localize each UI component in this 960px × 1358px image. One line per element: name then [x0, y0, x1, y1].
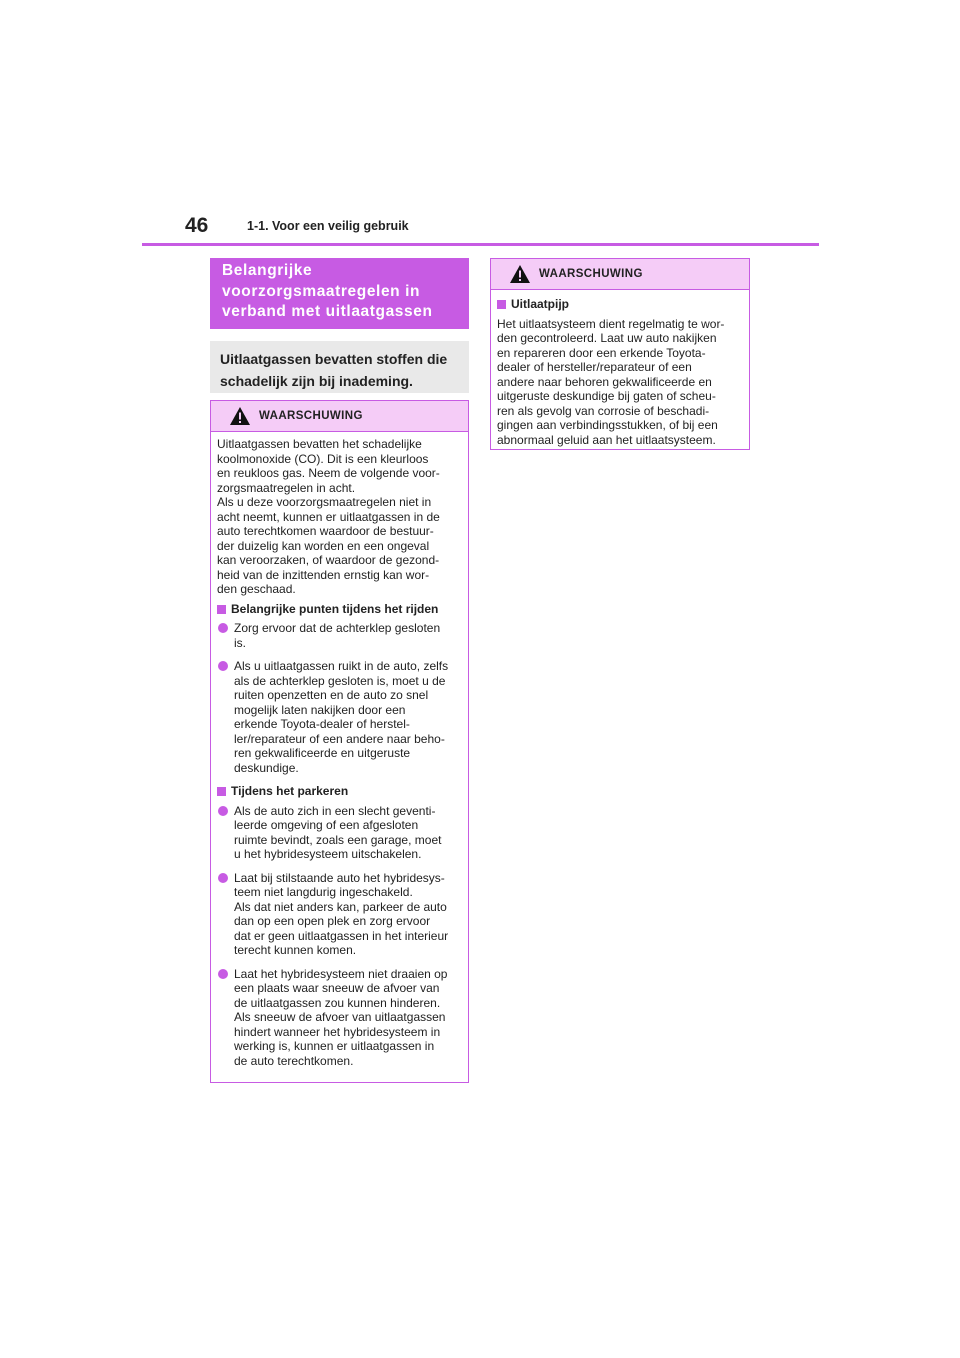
square-bullet-icon: [217, 787, 226, 796]
text-line: en repareren door een erkende Toyota-: [497, 345, 706, 360]
text-line: acht neemt, kunnen er uitlaatgassen in de: [217, 509, 440, 524]
intro-line: schadelijk zijn bij inademing.: [220, 373, 413, 389]
text-line: ler/reparateur of een andere naar beho-: [234, 731, 445, 746]
section-title: 1-1. Voor een veilig gebruik: [247, 219, 409, 233]
warning-label: WAARSCHUWING: [539, 268, 643, 280]
bullet-text: [234, 804, 462, 862]
text-line: deskundige.: [234, 760, 299, 775]
text-line: en reukloos gas. Neem de volgende voor-: [217, 466, 440, 480]
text-line: heid van de inzittenden ernstig kan wor-: [217, 567, 430, 582]
subsection-title: Uitlaatpijp: [511, 297, 570, 311]
warning-box-exhaust-pipe: [490, 258, 750, 450]
circle-bullet-icon: [218, 969, 228, 979]
text-line: mogelijk laten nakijken door een: [234, 702, 406, 717]
text-line: Als de auto zich in een slecht geventi-: [234, 803, 436, 818]
text-line: u het hybridesysteem uitschakelen.: [234, 847, 422, 861]
bullet-text: [234, 621, 462, 650]
bullet-item: [217, 804, 462, 862]
text-line: Zorg ervoor dat de achterklep gesloten: [234, 621, 441, 635]
text-line: als de achterklep gesloten is, moet u de: [234, 673, 446, 688]
bullet-text: [234, 871, 462, 958]
text-line: Laat bij stilstaande auto het hybridesys-: [234, 870, 445, 885]
text-line: erkende Toyota-dealer of herstel-: [234, 717, 410, 731]
subsection-heading: [217, 784, 462, 799]
circle-bullet-icon: [218, 623, 228, 633]
text-line: de auto terechtkomen.: [234, 1053, 354, 1068]
text-line: koolmonoxide (CO). Dit is een kleurloos: [217, 451, 429, 466]
text-line: Het uitlaatsysteem dient regelmatig te wor-: [497, 316, 725, 331]
text-line: andere naar behoren gekwalificeerde en: [497, 374, 712, 389]
text-line: hindert wanneer het hybridesysteem in: [234, 1024, 441, 1039]
bullet-item: [217, 621, 462, 650]
bullet-item: [217, 871, 462, 958]
banner-line: verband met uitlaatgassen: [222, 303, 433, 320]
text-line: ruimte bevindt, zoals een garage, moet: [234, 832, 442, 847]
square-bullet-icon: [497, 300, 506, 309]
bullet-text: [234, 967, 462, 1069]
text-line: Als dat niet anders kan, parkeer de auto: [234, 899, 447, 914]
intro-line: Uitlaatgassen bevatten stoffen die: [220, 351, 448, 367]
square-bullet-icon: [217, 605, 226, 614]
circle-bullet-icon: [218, 873, 228, 883]
warning-header: [491, 259, 749, 290]
text-line: gingen aan verbindingsstukken, of bij een: [497, 418, 718, 432]
circle-bullet-icon: [218, 661, 228, 671]
subsection-title: Tijdens het parkeren: [231, 784, 349, 798]
text-line: den gecontroleerd. Laat uw auto nakijken: [497, 331, 717, 345]
warning-body: [491, 290, 749, 453]
text-line: de uitlaatgassen zou kunnen hinderen.: [234, 995, 441, 1010]
banner-line: Belangrijke: [222, 262, 313, 279]
warning-box-exhaust-gases: [210, 400, 469, 1083]
text-line: dan op een open plek en zorg ervoor: [234, 914, 431, 928]
subsection-title: Belangrijke punten tijdens het rijden: [231, 601, 439, 616]
text-line: zorgsmaatregelen in acht.: [217, 480, 356, 495]
text-line: Als sneeuw de afvoer van uitlaatgassen: [234, 1010, 446, 1024]
text-line: Laat het hybridesysteem niet draaien op: [234, 966, 448, 981]
text-line: ren gekwalificeerde en uitgeruste: [234, 746, 411, 760]
subsection-heading: [217, 602, 462, 617]
circle-bullet-icon: [218, 806, 228, 816]
warning-triangle-icon: [509, 264, 531, 284]
text-line: Uitlaatgassen bevatten het schadelijke: [217, 437, 422, 451]
text-line: uitgeruste deskundige bij gaten of scheu-: [497, 389, 716, 403]
warning-body: [211, 432, 468, 1083]
bullet-item: [217, 967, 462, 1069]
warning-triangle-icon: [229, 406, 251, 426]
text-line: een plaats waar sneeuw de afvoer van: [234, 981, 440, 995]
text-line: ruiten openzetten en de auto zo snel: [234, 688, 429, 702]
bullet-text: [234, 659, 462, 775]
warning-header: [211, 401, 468, 432]
banner-line: voorzorgsmaatregelen in: [222, 282, 421, 300]
text-line: der duizelig kan worden en een ongeval: [217, 538, 430, 553]
warning-label: WAARSCHUWING: [259, 410, 363, 422]
text-line: dealer of hersteller/reparateur of een: [497, 360, 692, 374]
text-line: werking is, kunnen er uitlaatgassen in: [234, 1039, 435, 1053]
paragraph: [497, 317, 743, 448]
text-line: Als u deze voorzorgsmaatregelen niet in: [217, 495, 432, 509]
text-line: abnormaal geluid aan het uitlaatsysteem.: [497, 432, 716, 447]
text-line: den geschaad.: [217, 582, 296, 596]
intro-box: [210, 341, 469, 393]
text-line: terecht kunnen komen.: [234, 943, 357, 957]
warning-intro-paragraph: [217, 437, 462, 597]
text-line: dat er geen uitlaatgassen in het interieur: [234, 928, 449, 943]
text-line: kan veroorzaken, of waardoor de gezond-: [217, 553, 440, 567]
text-line: ren als gevolg van corrosie of beschadi-: [497, 403, 710, 418]
section-banner: [210, 258, 469, 329]
subsection-heading: [497, 297, 743, 312]
text-line: teem niet langdurig ingeschakeld.: [234, 885, 413, 899]
page-number: 46: [185, 214, 209, 237]
text-line: auto terechtkomen waardoor de bestuur-: [217, 524, 434, 538]
text-line: leerde omgeving of een afgesloten: [234, 818, 419, 832]
text-line: is.: [234, 635, 246, 650]
text-line: Als u uitlaatgassen ruikt in de auto, zelfs: [234, 659, 449, 673]
header-rule: [142, 243, 819, 246]
bullet-item: [217, 659, 462, 775]
